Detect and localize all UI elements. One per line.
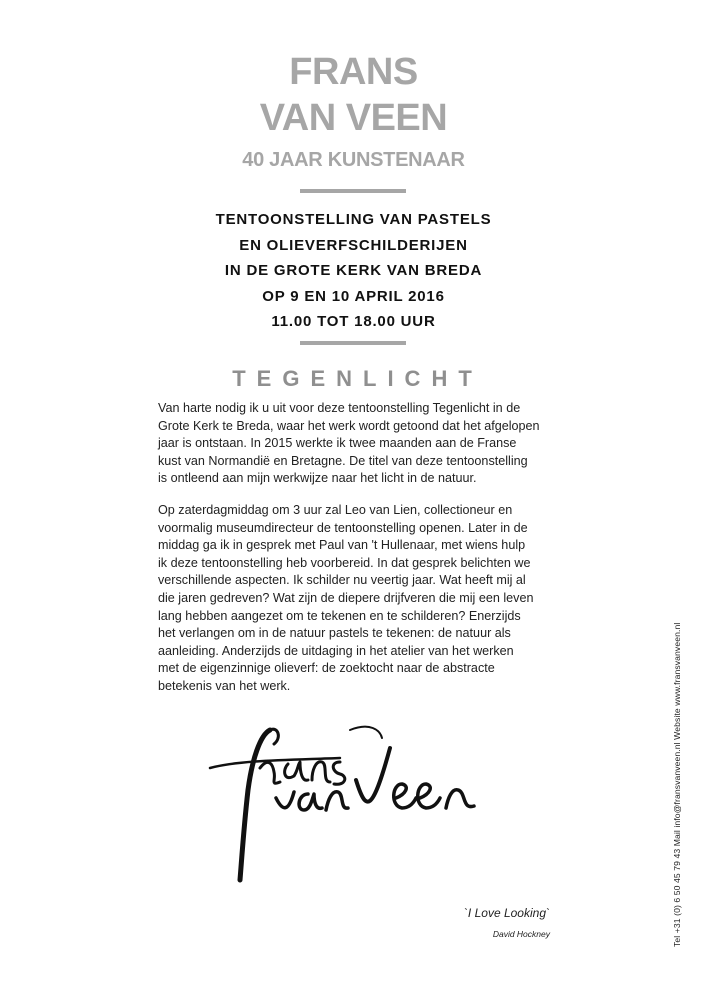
text-line: jaar is ontstaan. In 2015 werkte ik twee maanden aan de Franse — [158, 436, 517, 451]
subtitle: 40 JAAR KUNSTENAAR — [242, 149, 465, 171]
text-line: met de eigenzinnige olieverf: de zoektocht naar de abstracte — [158, 661, 495, 676]
artist-signature — [200, 690, 530, 890]
event-line: TENTOONSTELLING VAN PASTELS — [215, 211, 492, 228]
event-line: 11.00 TOT 18.00 UUR — [271, 313, 436, 330]
text-line: is ontleend aan mijn werkwijze naar het licht in de natuur. — [158, 471, 477, 486]
divider-top — [300, 189, 406, 193]
contact-line: Tel +31 (0) 6 50 45 79 43 Mail info@fransvanveen.nl Website www.fransvanveen.nl — [672, 622, 682, 947]
text-line: kust van Normandië en Bretagne. De titel van deze tentoonstelling — [158, 453, 528, 468]
event-details — [0, 207, 707, 335]
contact-info — [672, 622, 692, 967]
quote-author: David Hockney — [492, 929, 550, 939]
event-line: IN DE GROTE KERK VAN BREDA — [224, 262, 483, 279]
paragraph-opening — [158, 502, 558, 696]
section-heading: TEGENLICHT — [232, 366, 483, 391]
text-line: ik deze tentoonstelling heb voorbereid. In dat gesprek belichten we — [158, 555, 531, 570]
text-line: aanleiding. Anderzijds de uitdaging in het atelier van het werken — [158, 643, 514, 658]
artist-name-last: VAN VEEN — [259, 97, 448, 139]
event-line: OP 9 EN 10 APRIL 2016 — [262, 287, 445, 305]
text-line: lang hebben aangezet om te tekenen en te schilderen? Enerzijds — [158, 608, 521, 623]
text-line: middag ga ik in gesprek met Paul van 't Hullenaar, met wiens hulp — [158, 538, 526, 553]
text-line: Op zaterdagmiddag om 3 uur zal Leo van Lien, collectioneur en — [158, 503, 513, 517]
paragraph-intro — [158, 400, 558, 488]
text-line: verschillende aspecten. Ik schilder nu veertig jaar. Wat heeft mij al — [158, 573, 526, 588]
text-line: Grote Kerk te Breda, waar het werk wordt getoond dat het afgelopen — [158, 418, 540, 433]
event-line: EN OLIEVERFSCHILDERIJEN — [239, 236, 468, 254]
quote-text: `I Love Looking` — [463, 906, 550, 920]
text-line: die jaren gedreven? Wat zijn de diepere drijfveren die mij een leven — [158, 590, 534, 605]
text-line: betekenis van het werk. — [158, 678, 291, 693]
text-line: het verlangen om in de natuur pastels te tekenen: de natuur als — [158, 626, 511, 641]
artist-name-first: FRANS — [289, 51, 418, 93]
divider-bottom — [300, 341, 406, 345]
text-line: Van harte nodig ik u uit voor deze tentoonstelling Tegenlicht in de — [158, 401, 521, 415]
text-line: voormalig museumdirecteur de tentoonstelling openen. Later in de — [158, 520, 528, 535]
